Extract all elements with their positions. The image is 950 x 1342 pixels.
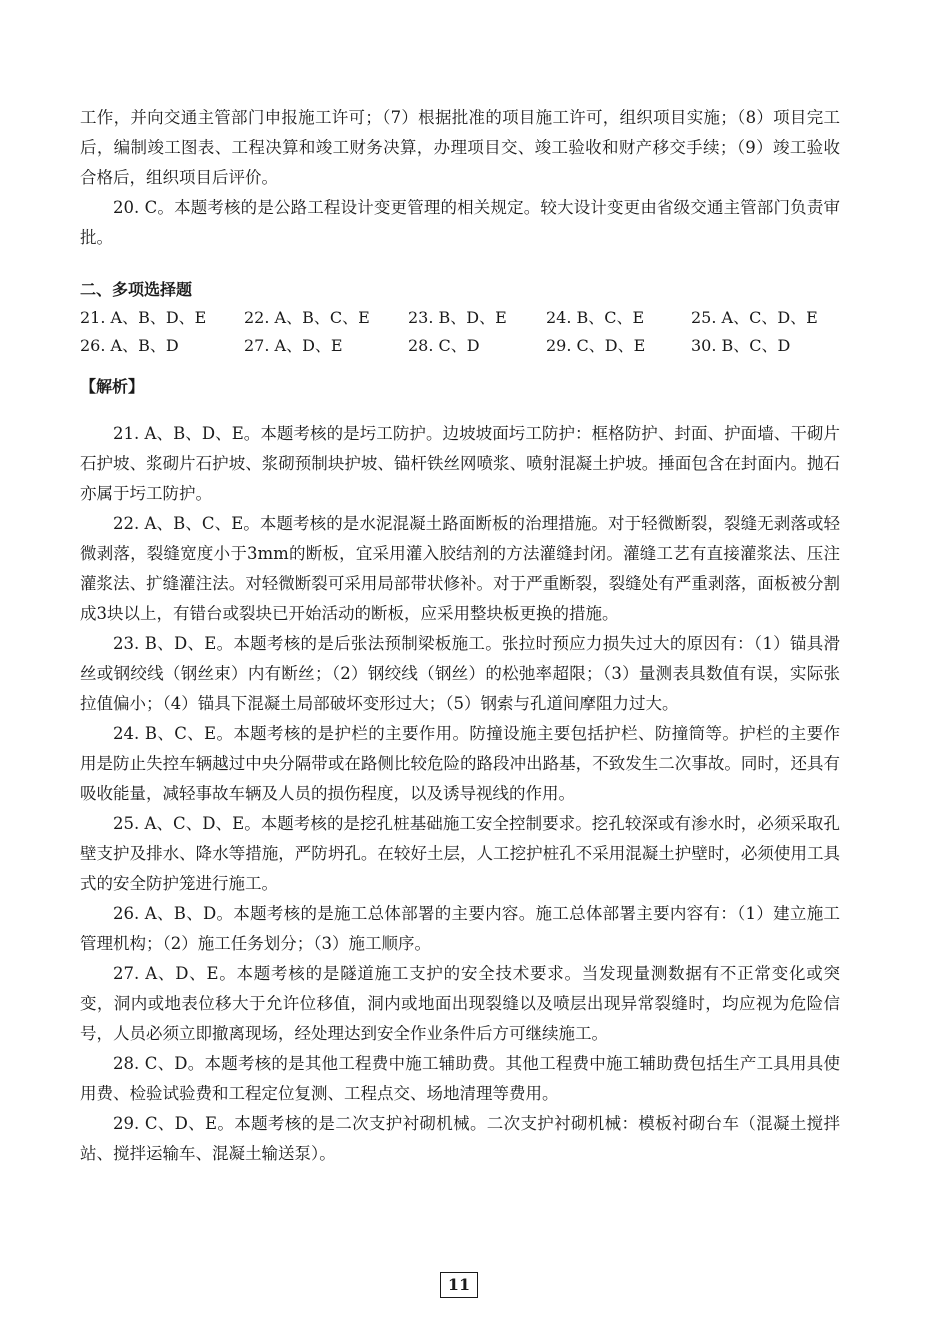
page-number: 11	[440, 1272, 478, 1298]
answer-27: 27. A、D、E	[244, 336, 343, 355]
answer-26: 26. A、B、D	[80, 336, 179, 355]
answer-21: 21. A、B、D、E	[80, 308, 207, 327]
explanation-25: 25. A、C、D、E。本题考核的是挖孔桩基础施工安全控制要求。挖孔较深或有渗水时，必须采取孔壁支护及排水、降水等措施，严防坍孔。在较好土层，人工挖护桩孔不采用混凝土护壁时，必须使用工具式的安全防护笼进行施工。	[80, 814, 840, 893]
explanation-26: 26. A、B、D。本题考核的是施工总体部署的主要内容。施工总体部署主要内容有：（1）建立施工管理机构；（2）施工任务划分；（3）施工顺序。	[80, 904, 840, 953]
explanation-27: 27. A、D、E。本题考核的是隧道施工支护的安全技术要求。当发现量测数据有不正常变化或突变，洞内或地表位移大于允许位移值，洞内或地面出现裂缝以及喷层出现异常裂缝时，均应视为危险信号，人员必须立即撤离现场，经处理达到安全作业条件后方可继续施工。	[80, 964, 840, 1043]
explanation-28: 28. C、D。本题考核的是其他工程费中施工辅助费。其他工程费中施工辅助费包括生产工具用具使用费、检验试验费和工程定位复测、工程点交、场地清理等费用。	[80, 1054, 840, 1103]
answers-row-2	[80, 332, 840, 360]
answer-28: 28. C、D	[408, 336, 480, 355]
answer-24: 24. B、C、E	[546, 308, 645, 327]
answer-23: 23. B、D、E	[408, 308, 507, 327]
explanation-24: 24. B、C、E。本题考核的是护栏的主要作用。防撞设施主要包括护栏、防撞筒等。护栏的主要作用是防止失控车辆越过中央分隔带或在路侧比较危险的路段冲出路基，不致发生二次事故。同时，还具有吸收能量，减轻事故车辆及人员的损伤程度，以及诱导视线的作用。	[80, 724, 840, 803]
explanation-21: 21. A、B、D、E。本题考核的是圬工防护。边坡坡面圬工防护：框格防护、封面、护面墙、干砌片石护坡、浆砌片石护坡、浆砌预制块护坡、锚杆铁丝网喷浆、喷射混凝土护坡。捶面包含在封面内。抛石亦属于圬工防护。	[80, 424, 840, 503]
answer-25: 25. A、C、D、E	[691, 308, 818, 327]
explanation-29: 29. C、D、E。本题考核的是二次支护衬砌机械。二次支护衬砌机械：模板衬砌台车（混凝土搅拌站、搅拌运输车、混凝土输送泵）。	[80, 1114, 840, 1163]
intro-paragraph: 工作，并向交通主管部门申报施工许可；（7）根据批准的项目施工许可，组织项目实施；（8）项目完工后，编制竣工图表、工程决算和竣工财务决算，办理项目交、竣工验收和财产移交手续；（9）竣工验收合格后，组织项目后评价。	[80, 108, 840, 187]
explanation-20: 20. C。本题考核的是公路工程设计变更管理的相关规定。较大设计变更由省级交通主管部门负责审批。	[80, 198, 840, 247]
document-page	[80, 0, 840, 1169]
answer-30: 30. B、C、D	[691, 336, 791, 355]
section-title: 二、多项选择题	[80, 280, 193, 299]
answer-29: 29. C、D、E	[546, 336, 646, 355]
explanation-22: 22. A、B、C、E。本题考核的是水泥混凝土路面断板的治理措施。对于轻微断裂，裂缝无剥落或轻微剥落，裂缝宽度小于3mm的断板，宜采用灌入胶结剂的方法灌缝封闭。灌缝工艺有直接灌浆法、压注灌浆法、扩缝灌注法。对轻微断裂可采用局部带状修补。对于严重断裂，裂缝处有严重剥落，面板被分割成3块以上，有错台或裂块已开始活动的断板，应采用整块板更换的措施。	[80, 514, 840, 623]
answers-row-1	[80, 304, 840, 332]
answer-22: 22. A、B、C、E	[244, 308, 370, 327]
explanation-23: 23. B、D、E。本题考核的是后张法预制梁板施工。张拉时预应力损失过大的原因有：（1）锚具滑丝或钢绞线（钢丝束）内有断丝；（2）钢绞线（钢丝）的松弛率超限；（3）量测表具数值有误，实际张拉值偏小；（4）锚具下混凝土局部破坏变形过大；（5）钢索与孔道间摩阻力过大。	[80, 634, 840, 713]
analysis-title: 【解析】	[80, 377, 145, 396]
